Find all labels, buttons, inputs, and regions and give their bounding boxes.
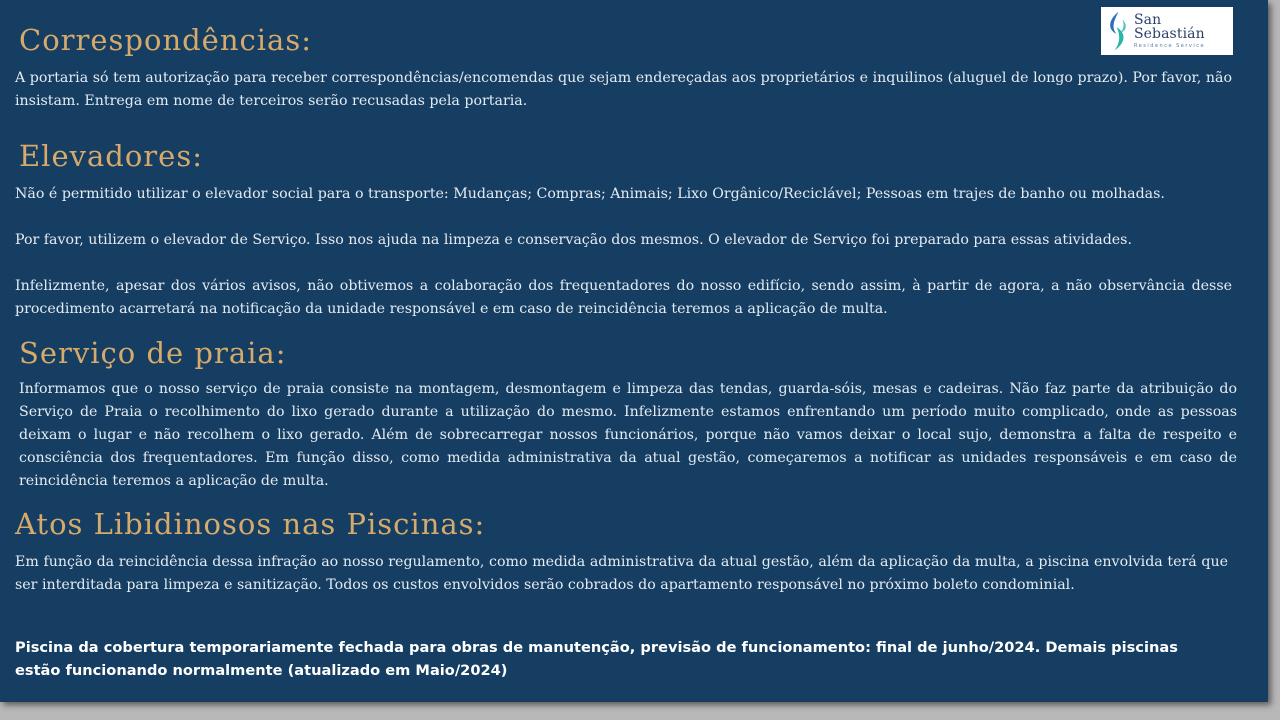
logo-name: San Sebastián (1133, 12, 1205, 42)
heading-correspondencias: Correspondências: (19, 23, 312, 57)
heading-elevadores: Elevadores: (19, 139, 203, 173)
leaf-flame-icon (1103, 9, 1132, 53)
paragraph-elevadores-1: Não é permitido utilizar o elevador social para o transporte: Mudanças; Compras; Animais; Lixo Orgânico/Reciclável; Pessoas em trajes de banho ou molhadas. (15, 186, 1165, 202)
paragraph-elevadores-3: Infelizmente, apesar dos vários avisos, não obtivemos a colaboração dos frequentadores do nosso edifício, sendo assim, à partir de agora, a não observância desse procedimento acarretará na notificação da unidade responsável e em caso de reincidência teremos a aplicação de multa. (15, 278, 1232, 317)
paragraph-correspondencias: A portaria só tem autorização para receber correspondências/encomendas que sejam endereçadas aos proprietários e inquilinos (aluguel de longo prazo). Por favor, não insistam. Entrega em nome de terceiros serão recusadas pela portaria. (15, 70, 1232, 109)
logo-subtitle: Residence Service (1133, 43, 1206, 49)
heading-servico-praia: Serviço de praia: (19, 336, 287, 370)
heading-atos-libidinosos: Atos Libidinosos nas Piscinas: (15, 507, 486, 541)
paragraph-atos-libidinosos: Em função da reincidência dessa infração ao nosso regulamento, como medida administrativa da atual gestão, além da aplicação da multa, a piscina envolvida terá que ser interditada para limpeza e sanitização. Todos os custos envolvidos serão cobrados do apartamento responsável no próximo boleto condominial. (15, 554, 1228, 593)
logo (1101, 7, 1233, 55)
pool-closure-notice: Piscina da cobertura temporariamente fechada para obras de manutenção, previsão de funcionamento: final de junho/2024. Demais piscinas estão funcionando normalmente (atualizado em Maio/2024) (15, 639, 1178, 679)
paragraph-servico-praia: Informamos que o nosso serviço de praia consiste na montagem, desmontagem e limpeza das tendas, guarda-sóis, mesas e cadeiras. Não faz parte da atribuição do Serviço de Praia o recolhimento do lixo gerado durante a utilização do mesmo. Infelizmente estamos enfrentando um período muito complicado, onde as pessoas deixam o lugar e não recolhem o lixo gerado. Além de sobrecarregar nossos funcionários, porque não vamos deixar o local sujo, demonstra a falta de respeito e consciência dos frequentadores. Em função disso, como medida administrativa da atual gestão, começaremos a notificar as unidades responsáveis e em caso de reincidência teremos a aplicação de multa. (19, 381, 1237, 489)
paragraph-elevadores-2: Por favor, utilizem o elevador de Serviço. Isso nos ajuda na limpeza e conservação dos mesmos. O elevador de Serviço foi preparado para essas atividades. (15, 232, 1132, 248)
